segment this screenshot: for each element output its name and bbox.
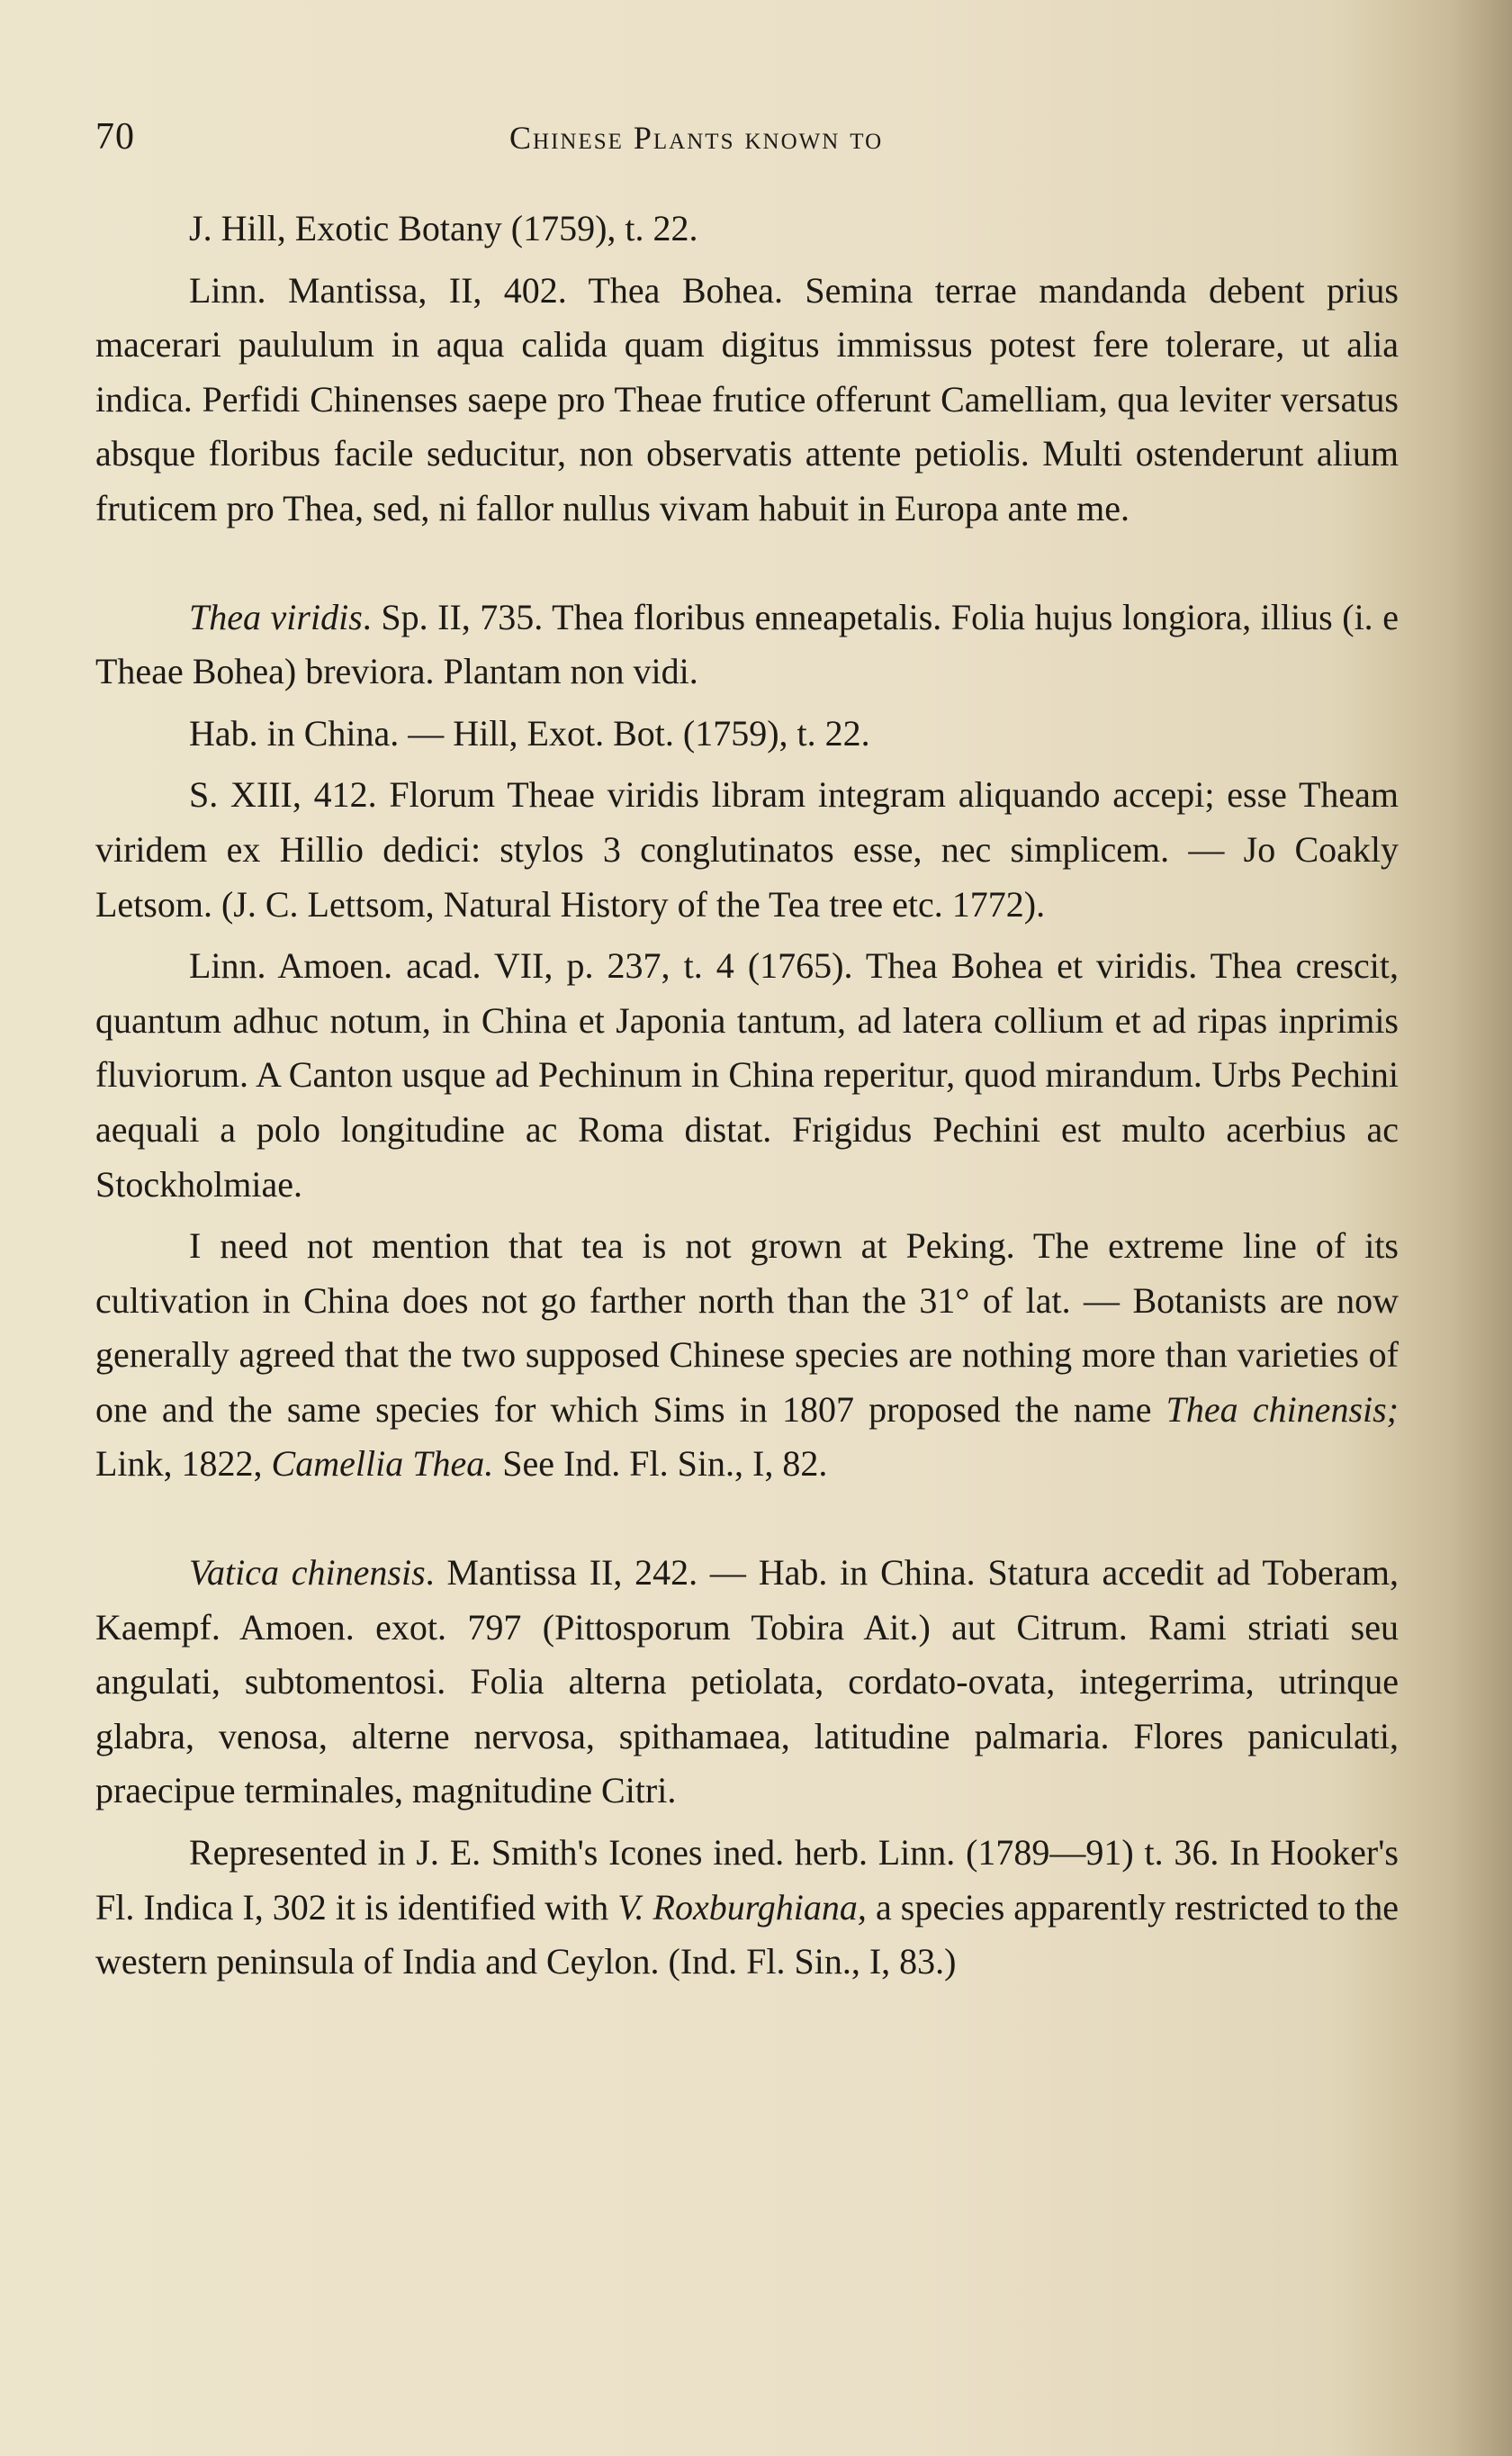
running-head: Chinese Plants known to	[509, 120, 884, 156]
page-number: 70	[95, 116, 135, 158]
paragraph-systema-xiii: S. XIII, 412. Florum Theae viridis libram integram aliquando accepi; esse Theam viridem ex Hillio dedici: stylos 3 conglutinatos esse, nec simplicem. — Jo Coakly Letsom. (J. C. Lettsom, Natural History of the Tea tree etc. 1772).	[95, 774, 1399, 925]
paragraph-amoenitates: Linn. Amoen. acad. VII, p. 237, t. 4 (1765). Thea Bohea et viridis. Thea crescit, quantum adhuc notum, in China et Japonia tantum, ad latera collium et ad ripas inprimis fluviorum. A Canton usque ad Pechinum in China reperitur, quod mirandum. Urbs Pechini aequali a polo longitudine ac Roma distat. Frigidus Pechini est multo acerbius ac Stockholmiae.	[95, 945, 1399, 1205]
page-body	[95, 202, 1399, 1997]
page-header	[95, 115, 1391, 169]
species-name: Camellia Thea.	[271, 1443, 494, 1485]
species-name: Thea chinensis;	[1166, 1388, 1400, 1430]
paragraph-thea-viridis: Thea viridis. Sp. II, 735. Thea floribus enneapetalis. Folia hujus longiora, illius (i. e Theae Bohea) breviora. Plantam non vidi.	[95, 596, 1399, 692]
species-name: Thea viridis	[189, 596, 363, 637]
paragraph-linn-mantissa: Linn. Mantissa, II, 402. Thea Bohea. Semina terrae mandanda debent prius macerari paululum in aqua calida quam digitus immissus potest fere tolerare, ut alia indica. Perfidi Chinenses saepe pro Theae frutice offerunt Camelliam, qua leviter versatus absque floribus facile seducitur, non observatis attente petiolis. Multi ostenderunt alium fruticem pro Thea, sed, ni fallor nullus vivam habuit in Europa ante me.	[95, 269, 1399, 528]
paragraph-hill-reference: J. Hill, Exotic Botany (1759), t. 22.	[189, 208, 698, 248]
paragraph-vatica-chinensis: Vatica chinensis. Mantissa II, 242. — Hab. in China. Statura accedit ad Toberam, Kaempf. Amoen. exot. 797 (Pittosporum Tobira Ait.) aut Citrum. Rami striati seu angulati, subtomentosi. Folia alterna petiolata, cordato-ovata, integerrima, utrinque glabra, venosa, alterne nervosa, spithamaea, latitudine palmaria. Flores paniculati, praecipue terminales, magnitudine Citri.	[95, 1552, 1399, 1811]
species-name: Vatica chinensis	[189, 1552, 426, 1594]
paragraph-commentary-tea: I need not mention that tea is not grown at Peking. The extreme line of its cultivation in China does not go farther north than the 31° of lat. — Botanists are now generally agreed that the two supposed Chinese species are nothing more than varieties of one and the same species for which Sims in 1807 proposed the name Thea chinensis; Link, 1822, Camellia Thea. See Ind. Fl. Sin., I, 82.	[95, 1225, 1400, 1485]
paragraph-habitat: Hab. in China. — Hill, Exot. Bot. (1759), t. 22.	[189, 712, 870, 754]
species-name: V. Roxburghiana,	[617, 1886, 867, 1928]
paragraph-commentary-vatica: Represented in J. E. Smith's Icones ined. herb. Linn. (1789—91) t. 36. In Hooker's Fl. Indica I, 302 it is identified with V. Roxburghiana, a species apparently restricted to the western peninsula of India and Ceylon. (Ind. Fl. Sin., I, 83.)	[95, 1832, 1400, 1982]
